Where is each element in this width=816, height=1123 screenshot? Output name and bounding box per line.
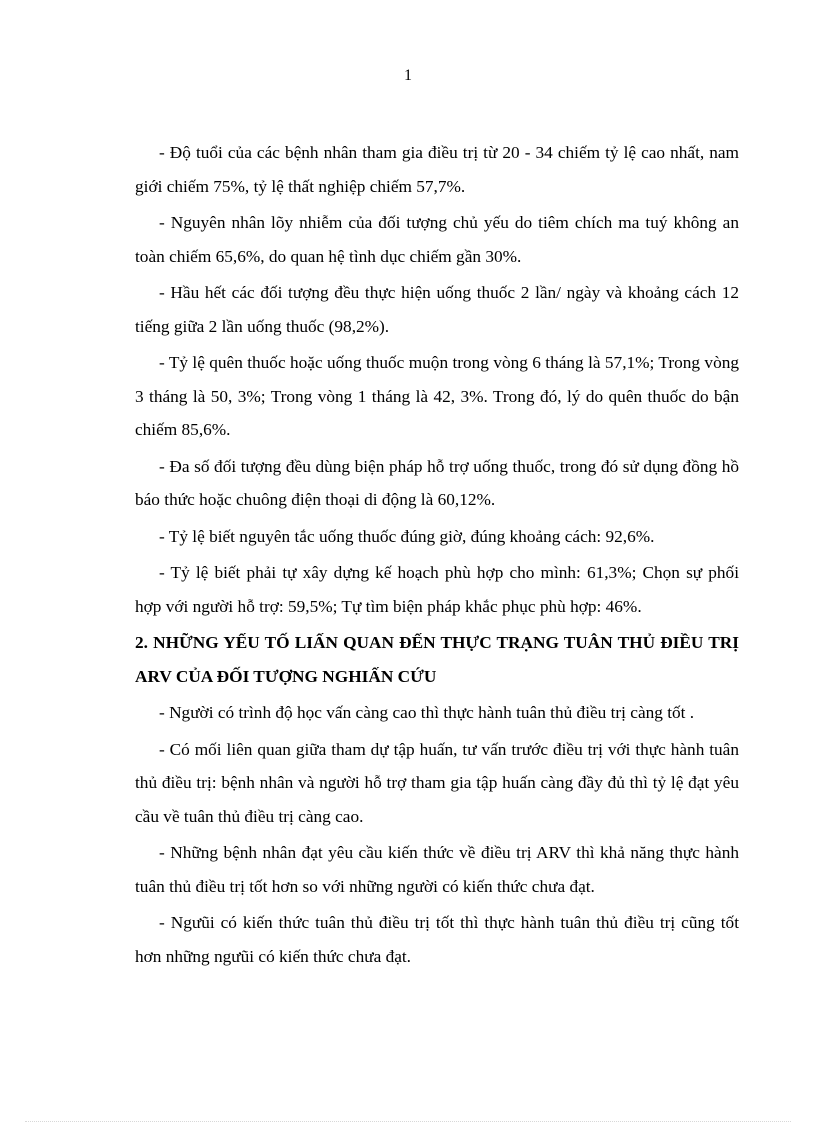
paragraph-personal-plan: - Tỷ lệ biết phải tự xây dựng kế hoạch phù hợp cho mình: 61,3%; Chọn sự phối hợp với người hỗ trợ: 59,5%; Tự tìm biện pháp khắc phục phù hợp: 46%. <box>135 563 739 616</box>
page-bottom-divider <box>25 1121 791 1122</box>
document-body <box>135 136 739 976</box>
paragraph-reminder-methods: - Đa số đối tượng đều dùng biện pháp hỗ trợ uống thuốc, trong đó sử dụng đồng hồ báo thức hoặc chuông điện thoại di động là 60,12%. <box>135 456 739 509</box>
paragraph-dosing-schedule: - Hầu hết các đối tượng đều thực hiện uống thuốc 2 lần/ ngày và khoảng cách 12 tiếng giữa 2 lần uống thuốc (98,2%). <box>135 283 739 336</box>
section-heading: 2. NHỮNG YẾU TỐ LIẤN QUAN ĐẾN THỰC TRẠNG TUÂN THỦ ĐIỀU TRỊ ARV CỦA ĐỐI TƯỢNG NGHIẤN CỨU <box>135 633 739 686</box>
paragraph-timing-knowledge: - Tỷ lệ biết nguyên tắc uống thuốc đúng giờ, đúng khoảng cách: 92,6%. <box>159 526 655 546</box>
paragraph-training: - Có mối liên quan giữa tham dự tập huấn, tư vấn trước điều trị với thực hành tuân thủ điều trị: bệnh nhân và người hỗ trợ tham gia tập huấn càng đầy đủ thì tỷ lệ đạt yêu cầu về tuân thủ điều trị càng cao. <box>135 739 739 826</box>
paragraph-adherence-knowledge: - Ngưũi có kiến thức tuân thủ điều trị tốt thì thực hành tuân thủ điều trị cũng tốt hơn những ngưũi có kiến thức chưa đạt. <box>135 913 739 966</box>
page-number: 1 <box>404 67 412 84</box>
paragraph-missed-doses: - Tỷ lệ quên thuốc hoặc uống thuốc muộn trong vòng 6 tháng là 57,1%; Trong vòng 3 tháng là 50, 3%; Trong vòng 1 tháng là 42, 3%. Trong đó, lý do quên thuốc do bận chiếm 85,6%. <box>135 353 739 439</box>
paragraph-infection-cause: - Nguyên nhân lõy nhiễm của đối tượng chủ yếu do tiêm chích ma tuý không an toàn chiếm 65,6%, do quan hệ tình dục chiếm gần 30%. <box>135 213 739 266</box>
paragraph-age-gender: - Độ tuổi của các bệnh nhân tham gia điều trị từ 20 - 34 chiếm tỷ lệ cao nhất, nam giới chiếm 75%, tỷ lệ thất nghiệp chiếm 57,7%. <box>135 143 739 196</box>
paragraph-education: - Người có trình độ học vấn càng cao thì thực hành tuân thủ điều trị càng tốt . <box>159 703 695 722</box>
paragraph-arv-knowledge: - Những bệnh nhân đạt yêu cầu kiến thức về điều trị ARV thì khả năng thực hành tuân thủ điều trị tốt hơn so với những người có kiến thức chưa đạt. <box>135 843 739 896</box>
